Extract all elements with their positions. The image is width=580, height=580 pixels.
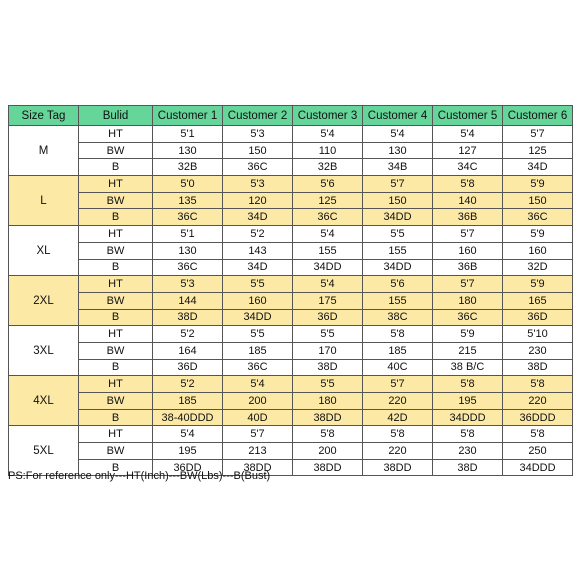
customer-5-cell: 5'8 xyxy=(433,376,503,393)
customer-4-cell: 5'8 xyxy=(363,326,433,343)
customer-6-cell: 230 xyxy=(503,342,573,359)
header-build: Bulid xyxy=(79,106,153,126)
customer-6-cell: 250 xyxy=(503,443,573,460)
customer-5-cell: 5'8 xyxy=(433,176,503,193)
customer-3-cell: 32B xyxy=(293,159,363,176)
customer-3-cell: 5'4 xyxy=(293,126,363,143)
table-row xyxy=(9,126,573,143)
customer-3-cell: 180 xyxy=(293,393,363,410)
customer-4-cell: 155 xyxy=(363,292,433,309)
customer-5-cell: 5'7 xyxy=(433,226,503,243)
customer-2-cell: 5'3 xyxy=(223,126,293,143)
customer-1-cell: 38D xyxy=(153,309,223,326)
customer-1-cell: 144 xyxy=(153,292,223,309)
table-row xyxy=(9,359,573,376)
customer-5-cell: 38D xyxy=(433,459,503,476)
customer-6-cell: 5'10 xyxy=(503,326,573,343)
table-body xyxy=(9,126,573,476)
customer-2-cell: 5'7 xyxy=(223,426,293,443)
size-tag-cell: M xyxy=(9,126,79,176)
customer-6-cell: 32D xyxy=(503,259,573,276)
customer-1-cell: 5'0 xyxy=(153,176,223,193)
customer-4-cell: 5'7 xyxy=(363,376,433,393)
customer-4-cell: 5'5 xyxy=(363,226,433,243)
table-row xyxy=(9,142,573,159)
size-tag-cell: L xyxy=(9,176,79,226)
table-row xyxy=(9,159,573,176)
customer-3-cell: 170 xyxy=(293,342,363,359)
customer-2-cell: 200 xyxy=(223,393,293,410)
customer-1-cell: 5'4 xyxy=(153,426,223,443)
customer-6-cell: 5'7 xyxy=(503,126,573,143)
build-label-cell: HT xyxy=(79,176,153,193)
build-label-cell: BW xyxy=(79,292,153,309)
size-tag-cell: 4XL xyxy=(9,376,79,426)
build-label-cell: B xyxy=(79,459,153,476)
table-row xyxy=(9,376,573,393)
build-label-cell: B xyxy=(79,359,153,376)
customer-4-cell: 34DD xyxy=(363,209,433,226)
customer-1-cell: 36C xyxy=(153,209,223,226)
customer-5-cell: 36B xyxy=(433,209,503,226)
customer-5-cell: 34C xyxy=(433,159,503,176)
customer-6-cell: 160 xyxy=(503,242,573,259)
customer-1-cell: 32B xyxy=(153,159,223,176)
customer-1-cell: 135 xyxy=(153,192,223,209)
customer-2-cell: 5'2 xyxy=(223,226,293,243)
customer-5-cell: 36C xyxy=(433,309,503,326)
customer-4-cell: 5'6 xyxy=(363,276,433,293)
build-label-cell: HT xyxy=(79,126,153,143)
customer-4-cell: 150 xyxy=(363,192,433,209)
customer-4-cell: 40C xyxy=(363,359,433,376)
customer-6-cell: 34DDD xyxy=(503,459,573,476)
customer-6-cell: 5'8 xyxy=(503,426,573,443)
header-customer-3: Customer 3 xyxy=(293,106,363,126)
table-row xyxy=(9,209,573,226)
table-row xyxy=(9,276,573,293)
table-row xyxy=(9,292,573,309)
customer-5-cell: 127 xyxy=(433,142,503,159)
customer-6-cell: 5'9 xyxy=(503,276,573,293)
customer-6-cell: 125 xyxy=(503,142,573,159)
build-label-cell: BW xyxy=(79,393,153,410)
customer-3-cell: 36D xyxy=(293,309,363,326)
customer-6-cell: 5'8 xyxy=(503,376,573,393)
customer-4-cell: 185 xyxy=(363,342,433,359)
build-label-cell: B xyxy=(79,159,153,176)
customer-2-cell: 34DD xyxy=(223,309,293,326)
customer-5-cell: 36B xyxy=(433,259,503,276)
table-row xyxy=(9,226,573,243)
customer-5-cell: 38 B/C xyxy=(433,359,503,376)
table-row xyxy=(9,242,573,259)
customer-2-cell: 34D xyxy=(223,259,293,276)
customer-1-cell: 5'2 xyxy=(153,376,223,393)
header-customer-4: Customer 4 xyxy=(363,106,433,126)
customer-3-cell: 34DD xyxy=(293,259,363,276)
customer-2-cell: 40D xyxy=(223,409,293,426)
customer-1-cell: 5'2 xyxy=(153,326,223,343)
customer-3-cell: 38DD xyxy=(293,409,363,426)
table-row xyxy=(9,176,573,193)
customer-3-cell: 5'4 xyxy=(293,226,363,243)
size-tag-cell: 2XL xyxy=(9,276,79,326)
customer-5-cell: 140 xyxy=(433,192,503,209)
customer-5-cell: 230 xyxy=(433,443,503,460)
customer-1-cell: 5'1 xyxy=(153,226,223,243)
customer-2-cell: 150 xyxy=(223,142,293,159)
customer-6-cell: 5'9 xyxy=(503,176,573,193)
customer-5-cell: 5'4 xyxy=(433,126,503,143)
customer-1-cell: 164 xyxy=(153,342,223,359)
customer-4-cell: 220 xyxy=(363,443,433,460)
customer-6-cell: 36C xyxy=(503,209,573,226)
customer-4-cell: 34DD xyxy=(363,259,433,276)
table-row xyxy=(9,426,573,443)
customer-3-cell: 200 xyxy=(293,443,363,460)
build-label-cell: HT xyxy=(79,326,153,343)
customer-1-cell: 38-40DDD xyxy=(153,409,223,426)
header-customer-1: Customer 1 xyxy=(153,106,223,126)
customer-2-cell: 5'5 xyxy=(223,326,293,343)
customer-1-cell: 130 xyxy=(153,242,223,259)
build-label-cell: B xyxy=(79,209,153,226)
customer-5-cell: 180 xyxy=(433,292,503,309)
customer-3-cell: 110 xyxy=(293,142,363,159)
customer-6-cell: 34D xyxy=(503,159,573,176)
customer-3-cell: 175 xyxy=(293,292,363,309)
table-row xyxy=(9,259,573,276)
build-label-cell: HT xyxy=(79,426,153,443)
size-tag-cell: XL xyxy=(9,226,79,276)
build-label-cell: HT xyxy=(79,226,153,243)
customer-3-cell: 38DD xyxy=(293,459,363,476)
table-row xyxy=(9,342,573,359)
customer-2-cell: 213 xyxy=(223,443,293,460)
size-tag-cell: 3XL xyxy=(9,326,79,376)
table-row xyxy=(9,326,573,343)
table-row xyxy=(9,393,573,410)
build-label-cell: BW xyxy=(79,242,153,259)
build-label-cell: B xyxy=(79,309,153,326)
customer-2-cell: 5'5 xyxy=(223,276,293,293)
customer-1-cell: 36DD xyxy=(153,459,223,476)
build-label-cell: B xyxy=(79,259,153,276)
customer-3-cell: 125 xyxy=(293,192,363,209)
customer-4-cell: 38DD xyxy=(363,459,433,476)
customer-6-cell: 38D xyxy=(503,359,573,376)
customer-2-cell: 36C xyxy=(223,359,293,376)
customer-6-cell: 220 xyxy=(503,393,573,410)
header-customer-5: Customer 5 xyxy=(433,106,503,126)
build-label-cell: BW xyxy=(79,142,153,159)
customer-4-cell: 38C xyxy=(363,309,433,326)
customer-1-cell: 5'1 xyxy=(153,126,223,143)
customer-6-cell: 36D xyxy=(503,309,573,326)
table-row xyxy=(9,443,573,460)
customer-1-cell: 185 xyxy=(153,393,223,410)
customer-1-cell: 36C xyxy=(153,259,223,276)
customer-5-cell: 215 xyxy=(433,342,503,359)
customer-3-cell: 155 xyxy=(293,242,363,259)
size-chart-table xyxy=(8,105,573,476)
build-label-cell: BW xyxy=(79,192,153,209)
header-customer-2: Customer 2 xyxy=(223,106,293,126)
customer-2-cell: 185 xyxy=(223,342,293,359)
customer-2-cell: 120 xyxy=(223,192,293,209)
customer-2-cell: 36C xyxy=(223,159,293,176)
customer-3-cell: 5'5 xyxy=(293,326,363,343)
customer-3-cell: 5'6 xyxy=(293,176,363,193)
customer-1-cell: 5'3 xyxy=(153,276,223,293)
customer-2-cell: 143 xyxy=(223,242,293,259)
customer-6-cell: 165 xyxy=(503,292,573,309)
customer-6-cell: 5'9 xyxy=(503,226,573,243)
customer-4-cell: 5'4 xyxy=(363,126,433,143)
customer-3-cell: 38D xyxy=(293,359,363,376)
customer-2-cell: 5'3 xyxy=(223,176,293,193)
customer-5-cell: 5'8 xyxy=(433,426,503,443)
table-row xyxy=(9,192,573,209)
customer-4-cell: 130 xyxy=(363,142,433,159)
customer-4-cell: 155 xyxy=(363,242,433,259)
size-tag-cell: 5XL xyxy=(9,426,79,476)
customer-6-cell: 150 xyxy=(503,192,573,209)
customer-1-cell: 36D xyxy=(153,359,223,376)
customer-3-cell: 36C xyxy=(293,209,363,226)
customer-4-cell: 5'8 xyxy=(363,426,433,443)
header-row xyxy=(9,106,573,126)
customer-3-cell: 5'4 xyxy=(293,276,363,293)
customer-5-cell: 5'9 xyxy=(433,326,503,343)
customer-5-cell: 195 xyxy=(433,393,503,410)
customer-4-cell: 34B xyxy=(363,159,433,176)
customer-4-cell: 5'7 xyxy=(363,176,433,193)
build-label-cell: HT xyxy=(79,276,153,293)
customer-5-cell: 34DDD xyxy=(433,409,503,426)
build-label-cell: BW xyxy=(79,443,153,460)
customer-2-cell: 38DD xyxy=(223,459,293,476)
build-label-cell: BW xyxy=(79,342,153,359)
table-row xyxy=(9,409,573,426)
customer-3-cell: 5'5 xyxy=(293,376,363,393)
customer-5-cell: 160 xyxy=(433,242,503,259)
customer-1-cell: 130 xyxy=(153,142,223,159)
customer-3-cell: 5'8 xyxy=(293,426,363,443)
header-size-tag: Size Tag xyxy=(9,106,79,126)
customer-2-cell: 160 xyxy=(223,292,293,309)
footnote: PS:For reference only---HT(Inch)---BW(Lbs)---B(Bust) xyxy=(8,470,271,482)
build-label-cell: HT xyxy=(79,376,153,393)
customer-4-cell: 42D xyxy=(363,409,433,426)
customer-5-cell: 5'7 xyxy=(433,276,503,293)
customer-2-cell: 5'4 xyxy=(223,376,293,393)
customer-6-cell: 36DDD xyxy=(503,409,573,426)
table-row xyxy=(9,309,573,326)
header-customer-6: Customer 6 xyxy=(503,106,573,126)
customer-1-cell: 195 xyxy=(153,443,223,460)
customer-4-cell: 220 xyxy=(363,393,433,410)
build-label-cell: B xyxy=(79,409,153,426)
customer-2-cell: 34D xyxy=(223,209,293,226)
